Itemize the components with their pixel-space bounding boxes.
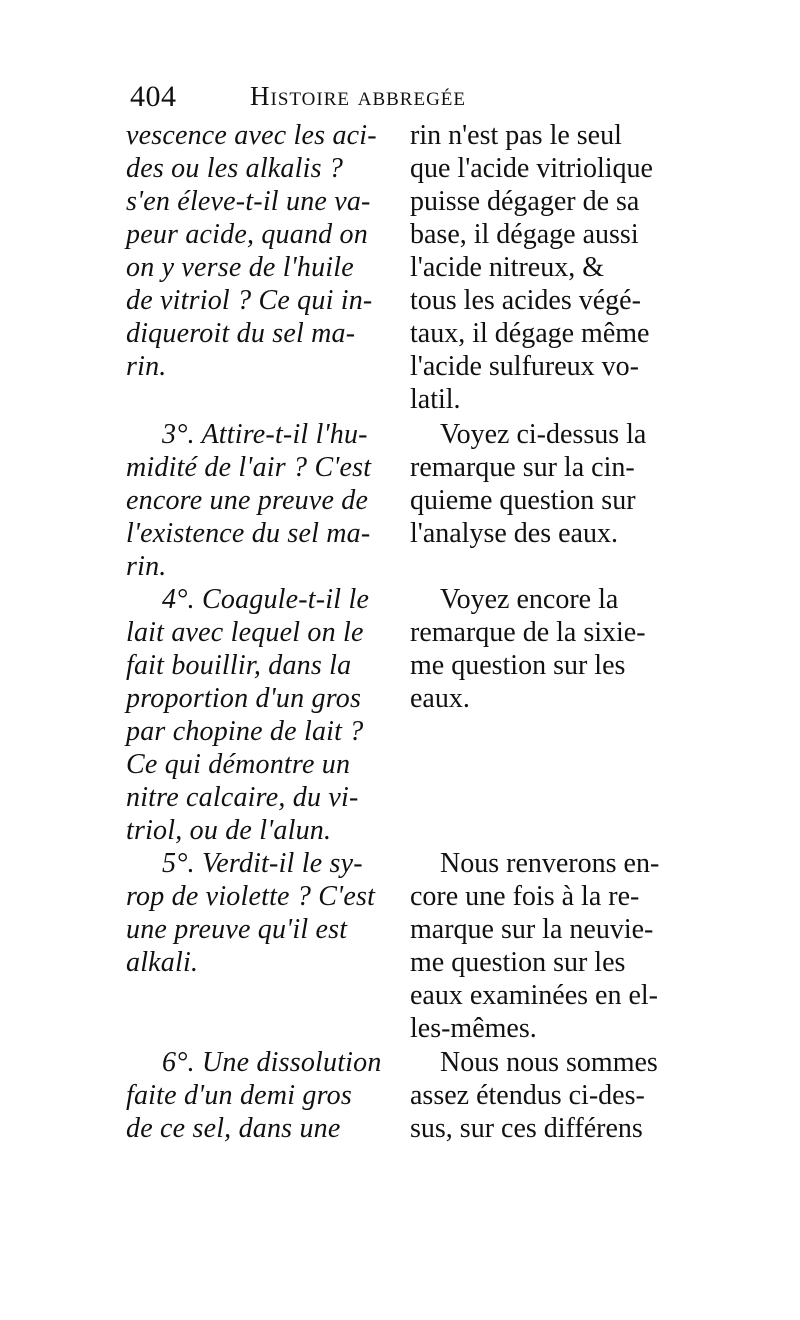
left-line: vescence avec les aci-: [126, 120, 377, 151]
left-line: faite d'un demi gros: [126, 1080, 352, 1111]
right-line: taux, il dégage même: [410, 318, 650, 349]
left-line: proportion d'un gros: [126, 683, 362, 714]
right-line: latil.: [410, 384, 461, 415]
right-line: eaux examinées en el-: [410, 980, 658, 1011]
right-line: rin n'est pas le seul: [410, 120, 622, 151]
right-line: sus, sur ces différens: [410, 1113, 643, 1144]
left-line: fait bouillir, dans la: [126, 650, 352, 681]
right-line: eaux.: [410, 683, 470, 714]
left-line: rin.: [126, 551, 167, 582]
right-line: Nous nous sommes: [440, 1047, 658, 1078]
right-line: remarque de la sixie-: [410, 617, 646, 648]
right-line: Nous renverons en-: [440, 848, 660, 879]
left-line: Ce qui démontre un: [126, 749, 351, 780]
left-line: 5°. Verdit-il le sy-: [162, 848, 363, 879]
page-number: 404: [130, 80, 177, 113]
left-line: rop de violette ? C'est: [126, 881, 376, 912]
right-line: tous les acides végé-: [410, 285, 641, 316]
left-line: s'en éleve-t-il une va-: [126, 186, 371, 217]
right-line: me question sur les: [410, 947, 626, 978]
left-line: peur acide, quand on: [126, 219, 368, 250]
right-line: quieme question sur: [410, 485, 636, 516]
right-line: les-mêmes.: [410, 1013, 537, 1044]
right-line: puisse dégager de sa: [410, 186, 640, 217]
right-line: assez étendus ci-des-: [410, 1080, 645, 1111]
left-line: nitre calcaire, du vi-: [126, 782, 359, 813]
left-line: des ou les alkalis ?: [126, 153, 344, 184]
left-line: 4°. Coagule-t-il le: [162, 584, 370, 615]
left-line: de ce sel, dans une: [126, 1113, 341, 1144]
left-line: par chopine de lait ?: [126, 716, 364, 747]
left-line: on y verse de l'huile: [126, 252, 354, 283]
left-line: une preuve qu'il est: [126, 914, 348, 945]
right-line: Voyez ci-dessus la: [440, 419, 647, 450]
page-header: [130, 74, 690, 118]
right-line: l'acide sulfureux vo-: [410, 351, 639, 382]
right-line: core une fois à la re-: [410, 881, 640, 912]
right-line: l'acide nitreux, &: [410, 252, 604, 283]
right-line: me question sur les: [410, 650, 626, 681]
right-line: base, il dégage aussi: [410, 219, 639, 250]
left-line: 3°. Attire-t-il l'hu-: [162, 419, 368, 450]
left-line: de vitriol ? Ce qui in-: [126, 285, 373, 316]
right-line: Voyez encore la: [440, 584, 619, 615]
left-line: diqueroit du sel ma-: [126, 318, 356, 349]
right-line: que l'acide vitriolique: [410, 153, 653, 184]
left-line: alkali.: [126, 947, 199, 978]
left-line: rin.: [126, 351, 167, 382]
left-line: lait avec lequel on le: [126, 617, 364, 648]
left-line: 6°. Une dissolution: [162, 1047, 382, 1078]
right-line: remarque sur la cin-: [410, 452, 635, 483]
running-head: Histoire abbregée: [250, 81, 467, 111]
left-line: encore une preuve de: [126, 485, 369, 516]
left-line: triol, ou de l'alun.: [126, 815, 332, 846]
left-line: midité de l'air ? C'est: [126, 452, 372, 483]
left-line: l'existence du sel ma-: [126, 518, 371, 549]
right-line: marque sur la neuvie-: [410, 914, 654, 945]
right-line: l'analyse des eaux.: [410, 518, 618, 549]
